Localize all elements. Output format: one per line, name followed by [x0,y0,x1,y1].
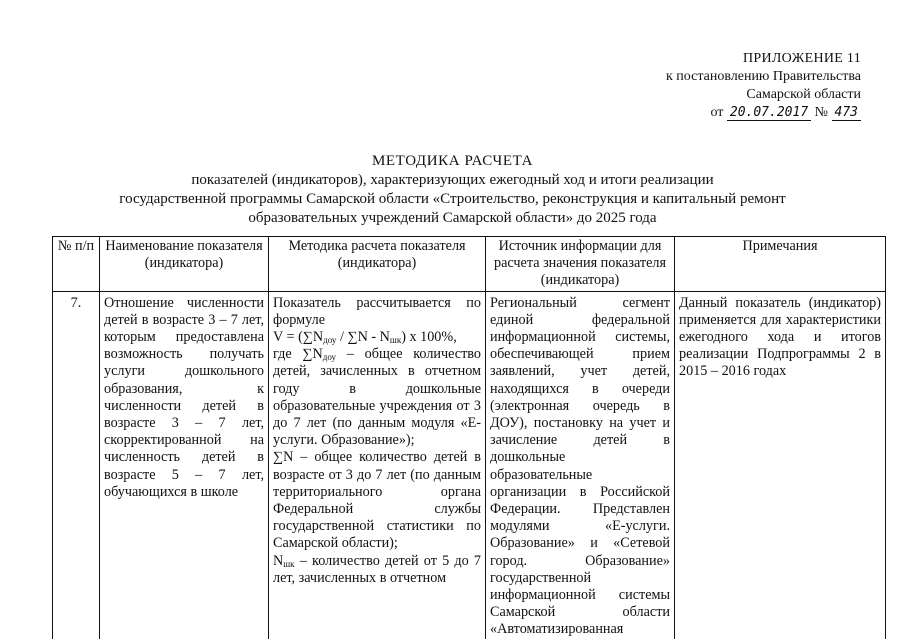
row-indicator-name: Отношение численности детей в возрасте 3 – 7 лет, которым предоставлена возможность получать услуги дошкольного образования, к численности детей в возрасте 3 – 7 лет, скорректированной на численность детей в возрасте 5 – 7 лет, обучающихся в школе [100,291,269,639]
header-source: Источник информации для расчета значения показателя (индикатора) [486,237,675,292]
row-notes: Данный показатель (индикатор) применяется для характеристики ежегодного хода и итогов реализации Подпрограммы 2 в 2015 – 2016 годах [675,291,886,639]
appendix-title: ПРИЛОЖЕНИЕ 11 [742,51,861,66]
appendix-line2: Самарской области [746,87,861,102]
row-source: Региональный сегмент единой федеральной информационной системы, обеспечивающей прием заявлений, учет детей, находящихся в очереди (электронная очередь в ДОУ), постановку на учет и зачисление детей в дошкольные образовательные организации в Российской Федерации. Представлен модулями «Е-услуги. Образование» и «Сетевой город. Образование» государственной информационной системы Самарской области «Автоматизированная [486,291,675,639]
method-def-nshk: $N_{шк}$ – количество детей от 5 до 7 лет, зачисленных в отчетном [273,552,481,586]
methodology-table [52,236,886,639]
document-heading [0,152,905,228]
method-def-n: ∑N – общее количество детей в возрасте от 3 до 7 лет (по данным территориального органа Федеральной службы государственной статистики по Самарской области); [273,449,481,552]
handwritten-number: 473 [832,105,861,121]
heading-title: МЕТОДИКА РАСЧЕТА [371,153,534,169]
appendix-date-line [666,104,861,122]
header-name: Наименование показателя (индикатора) [100,237,269,292]
number-label: № [814,105,829,120]
row-method [269,291,486,639]
method-formula: $V = (\sum N_{доу} / \sum N - N_{шк})$ х 100%, [273,329,457,346]
appendix-block [666,50,861,122]
heading-line3: образовательных учреждений Самарской области» до 2025 года [248,210,657,226]
table-header-row [53,237,886,292]
header-method: Методика расчета показателя (индикатора) [269,237,486,292]
heading-line2: государственной программы Самарской области «Строительство, реконструкция и капитальный ремонт [119,191,786,207]
header-notes: Примечания [675,237,886,292]
appendix-line1: к постановлению Правительства [665,69,861,84]
table-row [53,291,886,639]
row-num: 7. [53,291,100,639]
heading-line1: показателей (индикаторов), характеризующих ежегодный ход и итоги реализации [191,172,714,188]
method-def-ndou: где $\sum N_{доу}$ – общее количество детей, зачисленных в отчетном году в дошкольные образовательные учреждения от 3 до 7 лет (по данным модуля «Е-услуги. Образование»); [273,346,481,449]
handwritten-date: 20.07.2017 [727,105,811,121]
header-num: № п/п [53,237,100,292]
from-label: от [710,105,724,120]
method-intro: Показатель рассчитывается по формуле [273,294,481,328]
